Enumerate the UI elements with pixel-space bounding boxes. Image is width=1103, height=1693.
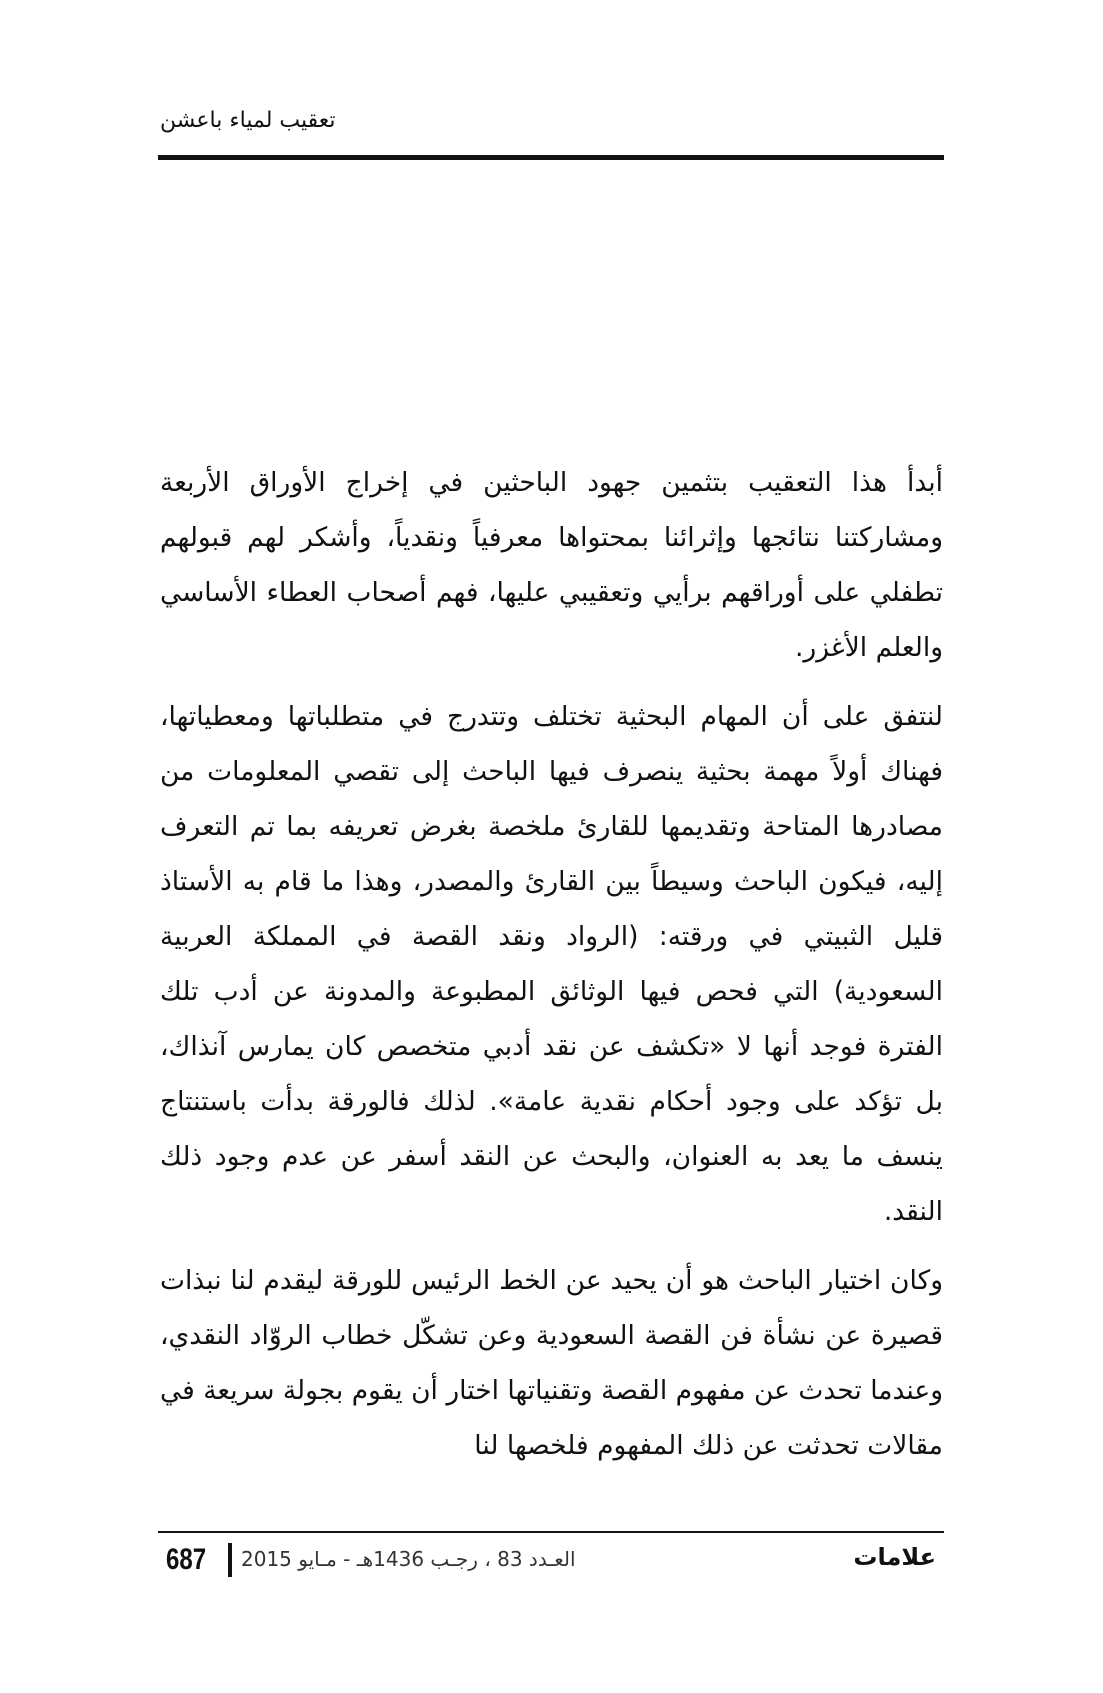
page-number: 687 <box>166 1543 207 1576</box>
running-head-title: تعقيب لمياء باعشن <box>160 108 336 133</box>
footer-separator <box>228 1543 232 1577</box>
journal-logo: علامات <box>853 1543 936 1571</box>
running-head <box>160 108 943 133</box>
paragraph: لنتفق على أن المهام البحثية تختلف وتتدرج في متطلباتها ومعطياتها، فهناك أولاً مهمة بحثية ينصرف فيها الباحث إلى تقصي المعلومات من مصادرها المتاحة وتقديمها للقارئ ملخصة بغرض تعريفه بما تم التعرف إليه، فيكون الباحث وسيطاً بين القارئ والمصدر، وهذا ما قام به الأستاذ قليل الثبيتي في ورقته: (الرواد ونقد القصة في المملكة العربية السعودية) التي فحص فيها الوثائق المطبوعة والمدونة عن أدب تلك الفترة فوجد أنها لا «تكشف عن نقد أدبي متخصص كان يمارس آنذاك، بل تؤكد على وجود أحكام نقدية عامة». لذلك فالورقة بدأت باستنتاج ينسف ما يعد به العنوان، والبحث عن النقد أسفر عن عدم وجود ذلك النقد. <box>160 701 943 1227</box>
header-rule <box>158 155 944 160</box>
paragraph: وكان اختيار الباحث هو أن يحيد عن الخط الرئيس للورقة ليقدم لنا نبذات قصيرة عن نشأة فن القصة السعودية وعن تشكّل خطاب الروّاد النقدي، وعندما تحدث عن مفهوم القصة وتقنياتها اختار أن يقوم بجولة سريعة في مقالات تحدثت عن ذلك المفهوم فلخصها لنا <box>160 1265 943 1461</box>
issue-info: العـدد 83 ، رجـب 1436هـ - مـايو 2015 <box>241 1547 576 1571</box>
footer-rule <box>158 1531 944 1533</box>
body-text <box>160 455 943 1487</box>
paragraph: أبدأ هذا التعقيب بتثمين جهود الباحثين في إخراج الأوراق الأربعة ومشاركتنا نتائجها وإثرائنا بمحتواها معرفياً ونقدياً، وأشكر لهم قبولهم تطفلي على أوراقهم برأيي وتعقيبي عليها، فهم أصحاب العطاء الأساسي والعلم الأغزر. <box>160 467 943 663</box>
page-footer <box>158 1541 944 1583</box>
